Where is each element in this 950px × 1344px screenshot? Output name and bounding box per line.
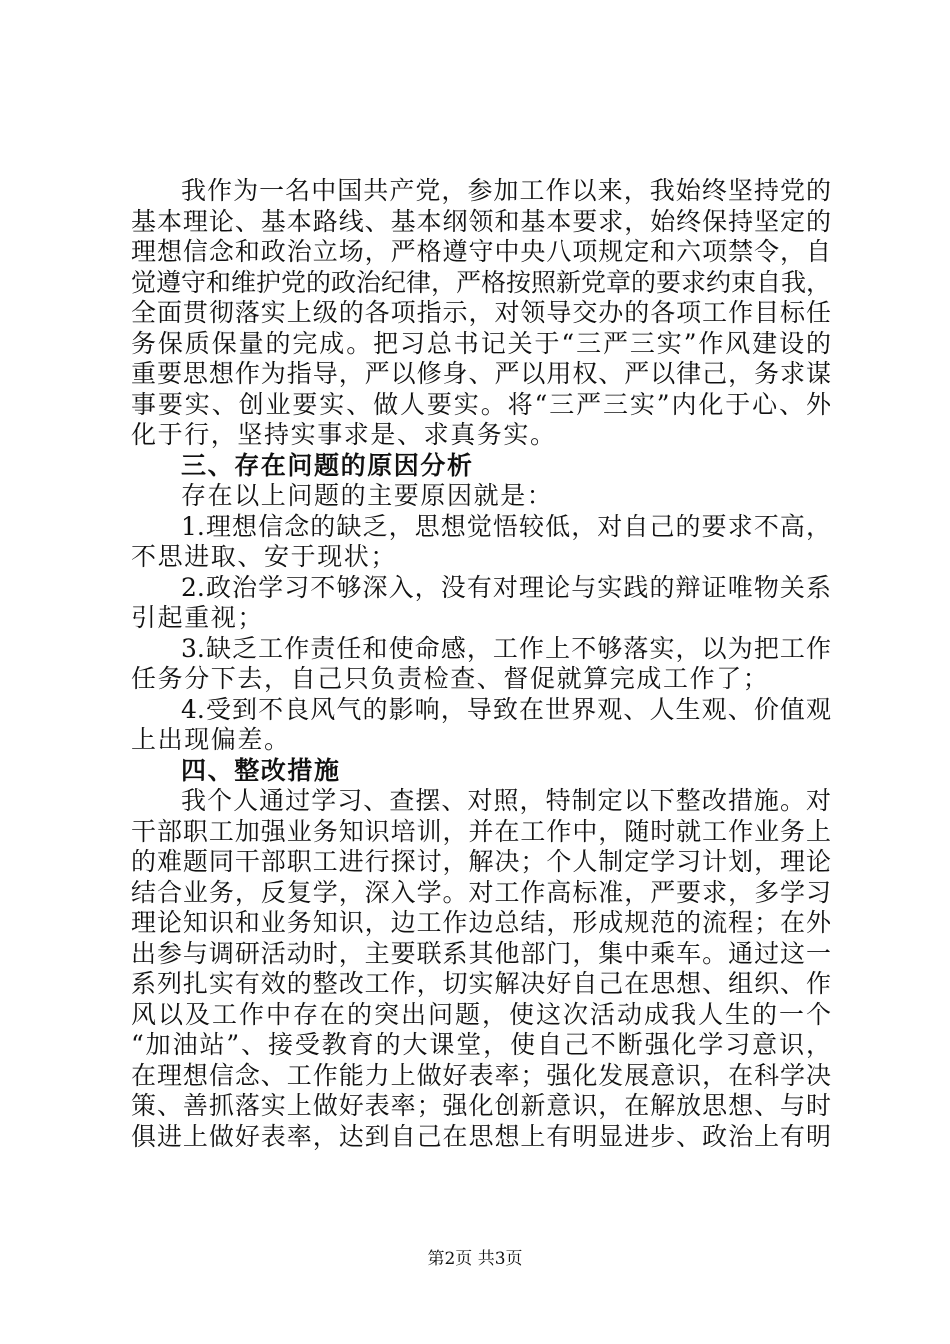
text-line: 结合业务，反复学，深入学。对工作高标准，严要求，多学习 — [131, 877, 831, 907]
text-line: 俱进上做好表率，达到自己在思想上有明显进步、政治上有明 — [131, 1121, 831, 1151]
text-line: 理论知识和业务知识，边工作边总结，形成规范的流程；在外 — [131, 908, 831, 937]
document-body — [131, 176, 831, 1152]
text-line: 出参与调研活动时，主要联系其他部门，集中乘车。通过这一 — [131, 938, 831, 968]
text-line: 任务分下去，自己只负责检查、督促就算完成工作了； — [131, 664, 770, 693]
text-line: 2.政治学习不够深入，没有对理论与实践的辩证唯物关系 — [181, 572, 831, 602]
text-line: 在理想信念、工作能力上做好表率；强化发展意识，在科学决 — [131, 1060, 831, 1090]
text-line: 基本理论、基本路线、基本纲领和基本要求，始终保持坚定的 — [131, 206, 831, 236]
text-line: “加油站”、接受教育的大课堂，使自己不断强化学习意识， — [131, 1030, 831, 1059]
text-line: 存在以上问题的主要原因就是： — [181, 481, 554, 510]
text-line: 理想信念和政治立场，严格遵守中央八项规定和六项禁令，自 — [131, 237, 831, 266]
text-line: 策、善抓落实上做好表率；强化创新意识，在解放思想、与时 — [131, 1091, 831, 1120]
text-line: 干部职工加强业务知识培训，并在工作中，随时就工作业务上 — [131, 816, 831, 846]
text-line: 3.缺乏工作责任和使命感，工作上不够落实，以为把工作 — [181, 633, 831, 663]
text-line: 4.受到不良风气的影响，导致在世界观、人生观、价值观 — [181, 694, 831, 724]
text-line: 觉遵守和维护党的政治纪律，严格按照新党章的要求约束自我， — [131, 267, 832, 297]
text-line: 我作为一名中国共产党，参加工作以来，我始终坚持党的 — [181, 176, 831, 205]
text-line: 我个人通过学习、查摆、对照，特制定以下整改措施。对 — [181, 786, 831, 815]
text-line: 1.理想信念的缺乏，思想觉悟较低，对自己的要求不高， — [181, 511, 831, 541]
text-line: 引起重视； — [131, 603, 265, 632]
text-line: 事要实、创业要实、做人要实。将“三严三实”内化于心、外 — [131, 389, 831, 419]
text-line: 的难题同干部职工进行探讨，解决；个人制定学习计划，理论 — [131, 847, 831, 876]
text-line: 系列扎实有效的整改工作，切实解决好自己在思想、组织、作 — [131, 969, 831, 998]
section-heading: 三、存在问题的原因分析 — [181, 450, 474, 480]
text-line: 不思进取、安于现状； — [131, 542, 398, 571]
text-line: 重要思想作为指导，严以修身、严以用权、严以律己，务求谋 — [131, 359, 831, 388]
text-line: 全面贯彻落实上级的各项指示，对领导交办的各项工作目标任 — [131, 298, 831, 327]
section-heading: 四、整改措施 — [181, 755, 341, 785]
text-line: 化于行，坚持实事求是、求真务实。 — [131, 420, 557, 449]
page-footer: 第2页 共3页 — [427, 1249, 523, 1269]
text-line: 务保质保量的完成。把习总书记关于“三严三实”作风建设的 — [131, 328, 831, 358]
text-line: 风以及工作中存在的突出问题，使这次活动成我人生的一个 — [131, 999, 831, 1029]
text-line: 上出现偏差。 — [131, 725, 291, 754]
